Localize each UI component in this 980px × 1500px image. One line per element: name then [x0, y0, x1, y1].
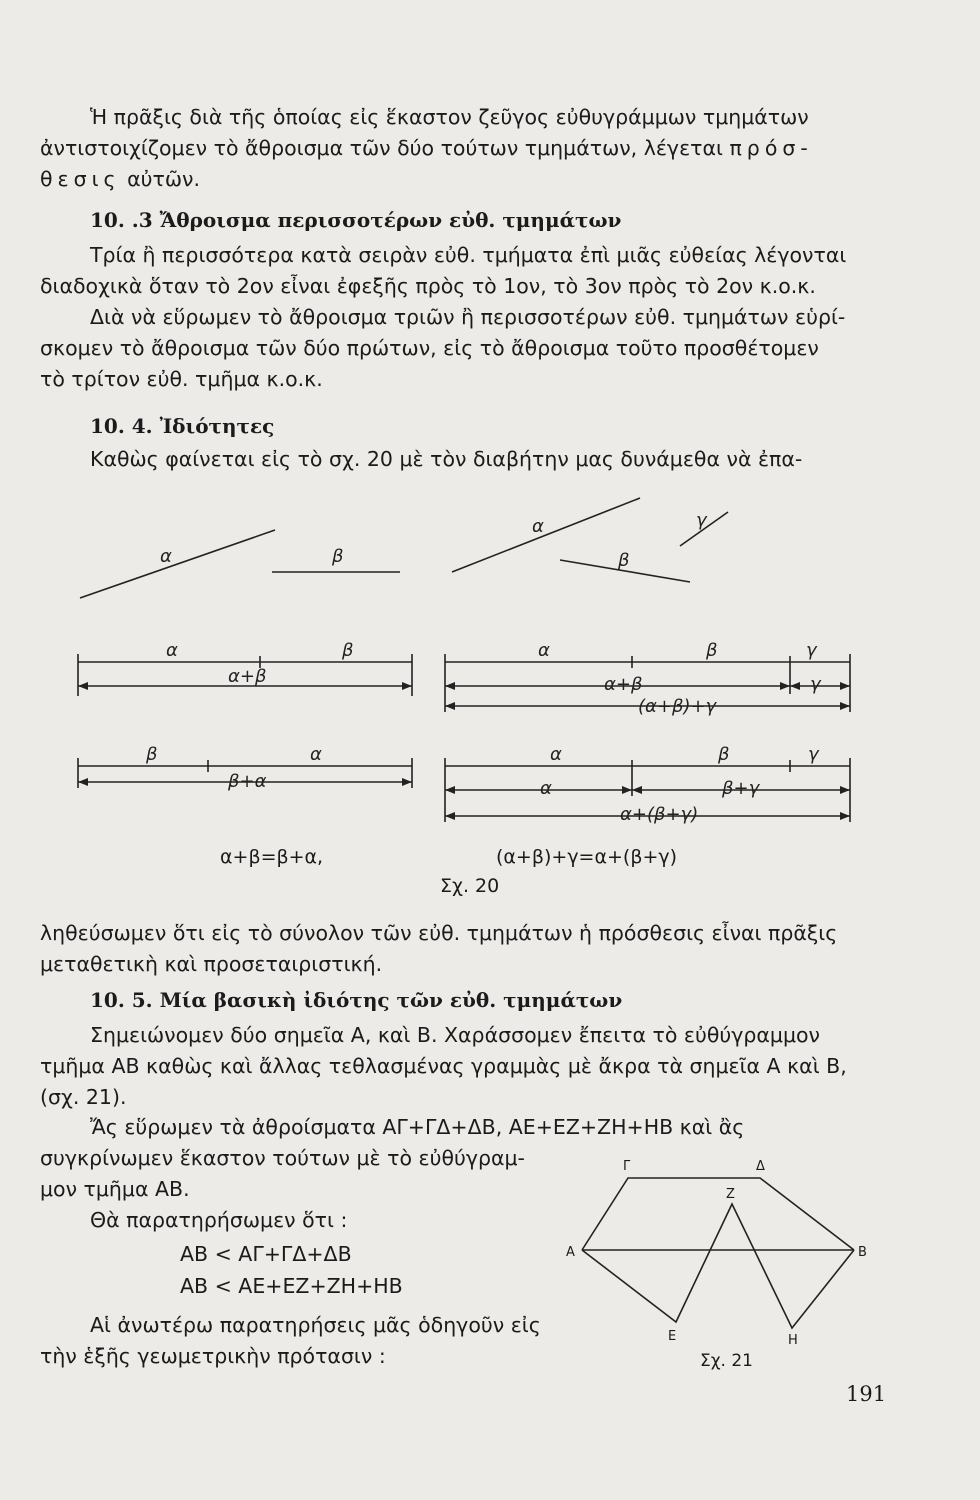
text-line: Αἱ ἀνωτέρω παρατηρήσεις μᾶς ὁδηγοῦν εἰς	[90, 1313, 541, 1337]
paragraph-basic-property	[40, 1020, 890, 1113]
text-line: Σημειώνομεν δύο σημεῖα Α, καὶ Β. Χαράσσομεν ἔπειτα τὸ εὐθύγραμμον	[90, 1023, 820, 1047]
label-gamma: γ	[696, 510, 707, 531]
label-beta-2: β	[618, 550, 630, 571]
figure-20-caption: Σχ. 20	[440, 875, 500, 897]
paragraph-lead-to-theorem	[40, 1310, 580, 1372]
text-line: διαδοχικὰ ὅταν τὸ 2ον εἶναι ἐφεξῆς πρὸς τὸ 1ον, τὸ 3ον πρὸς τὸ 2ον κ.ο.κ.	[40, 274, 816, 298]
label-alpha: α	[160, 546, 172, 567]
label-beta-plus-gamma: β+γ	[722, 778, 760, 799]
text-line: μον τμῆμα ΑΒ.	[40, 1177, 190, 1201]
text-line: (σχ. 21).	[40, 1085, 127, 1109]
text-line: Τρία ἢ περισσότερα κατὰ σειρὰν εὐθ. τμήματα ἐπὶ μιᾶς εὐθείας λέγονται	[90, 243, 847, 267]
text-line: συγκρίνωμεν ἕκαστον τούτων μὲ τὸ εὐθύγραμ-	[40, 1146, 525, 1170]
label-alpha-row-4: α	[550, 744, 562, 765]
text-line: Καθὼς φαίνεται εἰς τὸ σχ. 20 μὲ τὸν διαβήτην μας δυνάμεθα νὰ ἐπα-	[90, 447, 803, 471]
label-beta-row-4: β	[718, 744, 730, 765]
text-line: τὴν ἑξῆς γεωμετρικὴν πρότασιν :	[40, 1344, 386, 1368]
paragraph-properties-intro	[40, 444, 890, 475]
point-G-label: Γ	[623, 1159, 631, 1174]
segment-alpha	[80, 530, 275, 598]
text-line: Ἡ πρᾶξις διὰ τῆς ὁποίας εἰς ἕκαστον ζεῦγος εὐθυγράμμων τμημάτων	[90, 105, 809, 129]
broken-line-AEZHB	[582, 1204, 854, 1328]
point-E-label: Ε	[668, 1329, 677, 1344]
inequality-2: ΑΒ < ΑΕ+ΕΖ+ΖΗ+ΗΒ	[180, 1274, 403, 1298]
segment-alpha-2	[452, 498, 640, 572]
text-line: Διὰ νὰ εὕρωμεν τὸ ἄθροισμα τριῶν ἢ περισσοτέρων εὐθ. τμημάτων εὑρί-	[90, 305, 846, 329]
page-number: 191	[846, 1382, 887, 1406]
label-beta-row-3: β	[706, 640, 718, 661]
text-line: μεταθετικὴ καὶ προσεταιριστική.	[40, 952, 383, 976]
label-alpha-plus-beta: α+β	[228, 666, 267, 687]
paragraph-sum-of-segments	[40, 240, 890, 395]
label-alpha-row-3: α	[538, 640, 550, 661]
text-line: Ἄς εὕρωμεν τὰ ἀθροίσματα ΑΓ+ΓΔ+ΔΒ, ΑΕ+ΕΖ+ΖΗ+ΗΒ καὶ ἂς	[90, 1115, 745, 1139]
paragraph-sums	[40, 1112, 900, 1143]
section-heading-10-3: 10. .3 Ἄθροισμα περισσοτέρων εὐθ. τμημάτων	[90, 208, 622, 232]
term-prosthesis-end: θεσις	[40, 167, 121, 191]
formula-associative: (α+β)+γ=α+(β+γ)	[496, 846, 678, 868]
point-B-label: Β	[858, 1245, 867, 1260]
text-line: Θὰ παρατηρήσωμεν ὅτι :	[90, 1208, 348, 1232]
label-ab-plus-c: (α+β)+γ	[638, 696, 717, 717]
text-line: σκομεν τὸ ἄθροισμα τῶν δύο πρώτων, εἰς τὸ ἄθροισμα τοῦτο προσθέτομεν	[40, 336, 819, 360]
paragraph-addition-definition	[40, 102, 890, 195]
label-alpha-2: α	[532, 516, 544, 537]
section-heading-10-4: 10. 4. Ἰδιότητες	[90, 414, 275, 438]
figure-21	[560, 1150, 880, 1380]
text-line: ἀντιστοιχίζομεν τὸ ἄθροισμα τῶν δύο τούτων τμημάτων, λέγεται πρόσ-	[40, 136, 813, 160]
formula-commutative: α+β=β+α,	[220, 846, 324, 868]
label-gamma-row-3: γ	[806, 640, 817, 661]
label-alpha-row-2: α	[310, 744, 322, 765]
text-line: θεσις αὐτῶν.	[40, 167, 200, 191]
label-beta-row-2: β	[146, 744, 158, 765]
term-prosthesis: πρόσ-	[729, 136, 813, 160]
label-beta-plus-alpha: β+α	[228, 771, 267, 792]
text-line: ληθεύσωμεν ὅτι εἰς τὸ σύνολον τῶν εὐθ. τμημάτων ἡ πρόσθεσις εἶναι πρᾶξις	[40, 921, 838, 945]
paragraph-compare	[40, 1143, 580, 1236]
inequalities	[180, 1238, 403, 1302]
text-line: τὸ τρίτον εὐθ. τμῆμα κ.ο.κ.	[40, 367, 323, 391]
point-D-label: Δ	[756, 1159, 765, 1174]
label-beta: β	[332, 546, 344, 567]
label-alpha-plus-beta-2: α+β	[604, 674, 643, 695]
figure-21-caption: Σχ. 21	[700, 1351, 754, 1371]
label-alpha-3: α	[540, 778, 552, 799]
label-gamma-row-4: γ	[808, 744, 819, 765]
label-gamma-2: γ	[810, 674, 821, 695]
broken-line-AGDB	[582, 1178, 854, 1250]
label-alpha-row: α	[166, 640, 178, 661]
inequality-1: ΑΒ < ΑΓ+ΓΔ+ΔΒ	[180, 1242, 352, 1266]
section-heading-10-5: 10. 5. Μία βασικὴ ἰδιότης τῶν εὐθ. τμημάτων	[90, 988, 623, 1012]
paragraph-properties-conclusion	[40, 918, 890, 980]
label-a-plus-bc: α+(β+γ)	[620, 804, 699, 825]
figure-20	[60, 490, 860, 900]
point-Z-label: Ζ	[726, 1187, 735, 1202]
text-line: τμῆμα ΑΒ καθὼς καὶ ἄλλας τεθλασμένας γραμμὰς μὲ ἄκρα τὰ σημεῖα Α καὶ Β,	[40, 1054, 847, 1078]
label-beta-row: β	[342, 640, 354, 661]
point-H-label: Η	[788, 1333, 798, 1348]
point-A-label: Α	[566, 1245, 575, 1260]
